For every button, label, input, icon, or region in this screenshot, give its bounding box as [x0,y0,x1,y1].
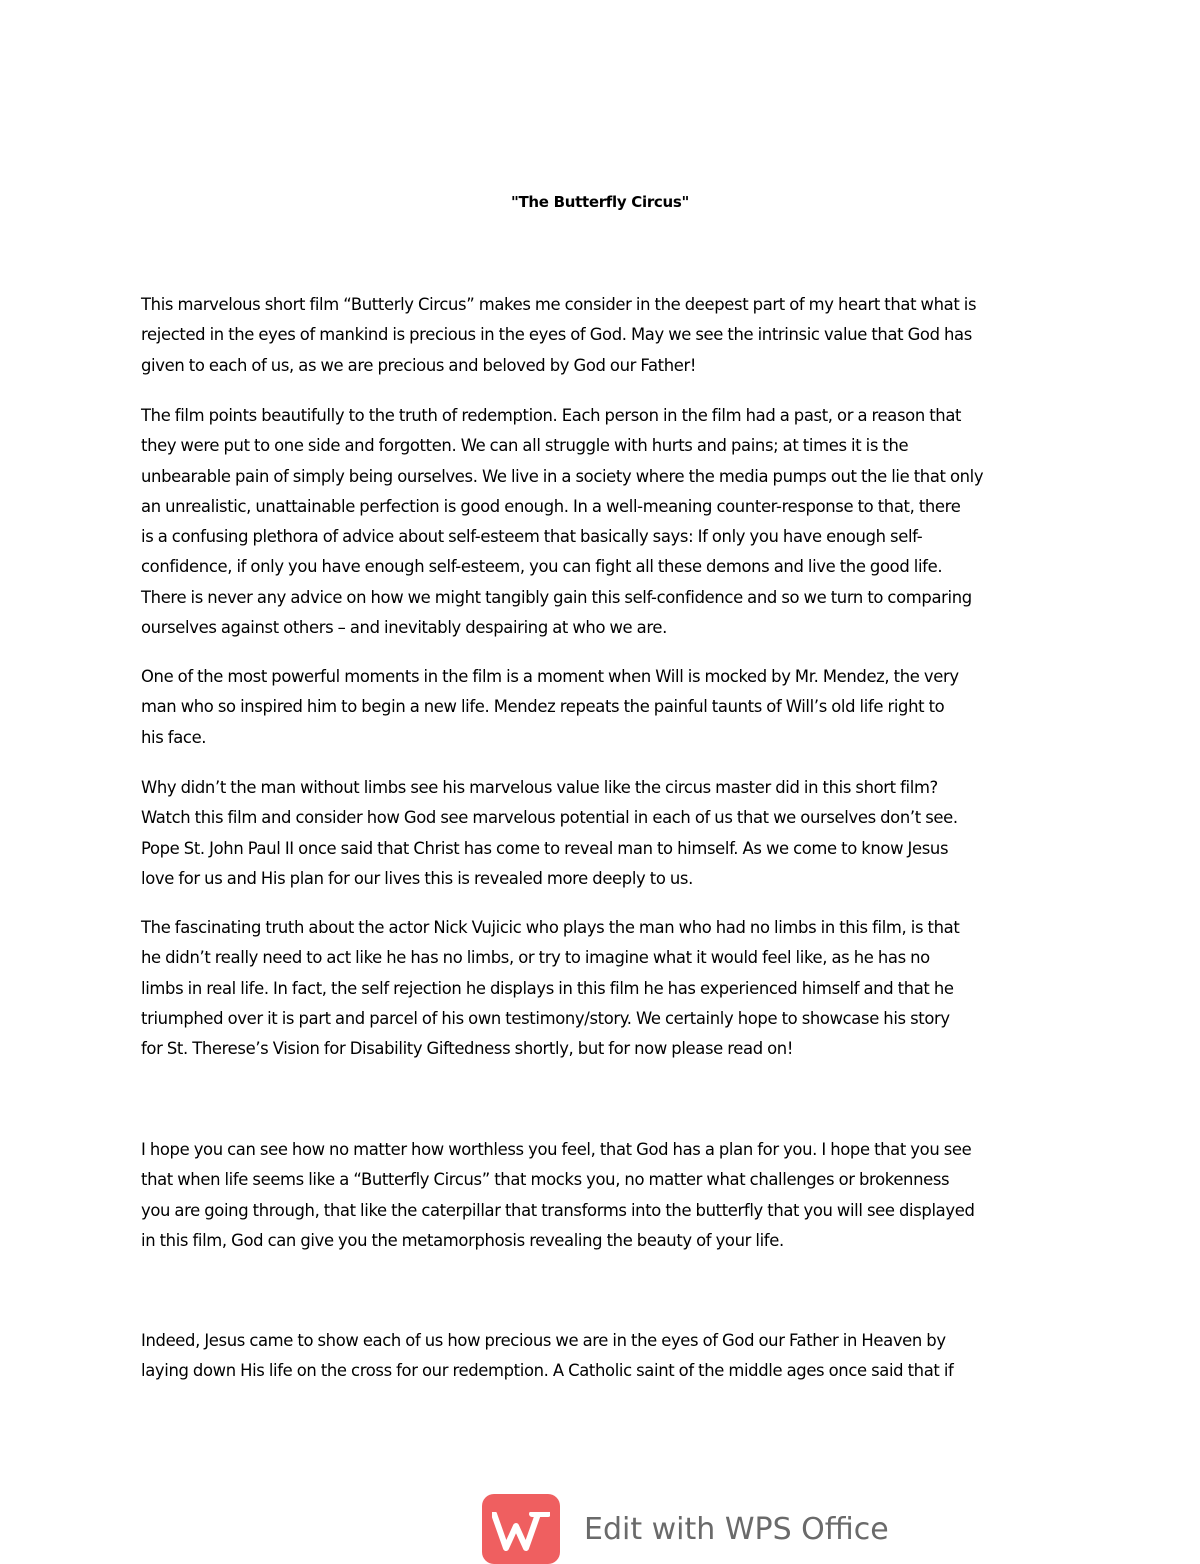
text-line: Pope St. John Paul II once said that Christ has come to reveal man to himself. As we come to know Jesus [141,838,949,858]
paragraph-5 [141,913,1061,1064]
text-line: Why didn’t the man without limbs see his marvelous value like the circus master did in this short film? [141,778,938,797]
paragraph-3 [141,662,1061,753]
wps-logo-icon[interactable] [482,1494,560,1564]
text-line: I hope you can see how no matter how worthless you feel, that God has a plan for you. I hope that you see [141,1140,972,1159]
text-line: they were put to one side and forgotten. We can all struggle with hurts and pains; at times it is the [141,436,909,456]
text-line: confidence, if only you have enough self-esteem, you can fight all these demons and live the good life. [141,557,943,577]
text-line: laying down His life on the cross for our redemption. A Catholic saint of the middle ages once said that if [141,1361,954,1381]
text-line: you are going through, that like the caterpillar that transforms into the butterfly that you will see displayed [141,1200,975,1220]
text-line: he didn’t really need to act like he has no limbs, or try to imagine what it would feel like, as he has no [141,948,930,968]
text-line: man who so inspired him to begin a new life. Mendez repeats the painful taunts of Will’s old life right to [141,697,945,717]
paragraph-6 [141,1135,1061,1256]
text-line: in this film, God can give you the metamorphosis revealing the beauty of your life. [141,1230,784,1250]
text-line: an unrealistic, unattainable perfection is good enough. In a well-meaning counter-response to that, there [141,496,961,516]
text-line: love for us and His plan for our lives this is revealed more deeply to us. [141,868,693,888]
text-line: limbs in real life. In fact, the self rejection he displays in this film he has experienced himself and that he [141,978,954,998]
text-line: for St. Therese’s Vision for Disability Giftedness shortly, but for now please read on! [141,1039,794,1059]
text-line: Indeed, Jesus came to show each of us how precious we are in the eyes of God our Father in Heaven by [141,1331,946,1350]
wps-edit-link[interactable]: Edit with WPS Office [584,1512,889,1547]
paragraph-4 [141,773,1061,894]
wps-w-icon [492,1512,550,1552]
text-line: The fascinating truth about the actor Nick Vujicic who plays the man who had no limbs in this film, is that [141,918,960,937]
paragraph-2 [141,401,1061,643]
text-line: ourselves against others – and inevitably despairing at who we are. [141,618,667,638]
text-line: unbearable pain of simply being ourselves. We live in a society where the media pumps out the lie that only [141,466,984,486]
text-line: Watch this film and consider how God see marvelous potential in each of us that we ourselves don’t see. [141,808,958,828]
text-line: his face. [141,727,207,747]
text-line: rejected in the eyes of mankind is precious in the eyes of God. May we see the intrinsic value that God has [141,325,972,345]
paragraph-7 [141,1326,1061,1387]
text-line: The film points beautifully to the truth of redemption. Each person in the film had a past, or a reason that [141,406,962,425]
text-line: triumphed over it is part and parcel of his own testimony/story. We certainly hope to showcase his story [141,1008,950,1028]
text-line: that when life seems like a “Butterfly Circus” that mocks you, no matter what challenges or brokenness [141,1170,950,1190]
text-line: There is never any advice on how we might tangibly gain this self-confidence and so we turn to comparing [141,587,972,607]
text-line: This marvelous short film “Butterly Circus” makes me consider in the deepest part of my heart that what is [141,295,977,314]
text-line: One of the most powerful moments in the film is a moment when Will is mocked by Mr. Mendez, the very [141,667,959,686]
paragraph-1 [141,290,1061,381]
text-line: given to each of us, as we are precious and beloved by God our Father! [141,355,697,375]
text-line: is a confusing plethora of advice about self-esteem that basically says: If only you have enough self- [141,527,923,547]
document-title: "The Butterfly Circus" [510,193,690,211]
